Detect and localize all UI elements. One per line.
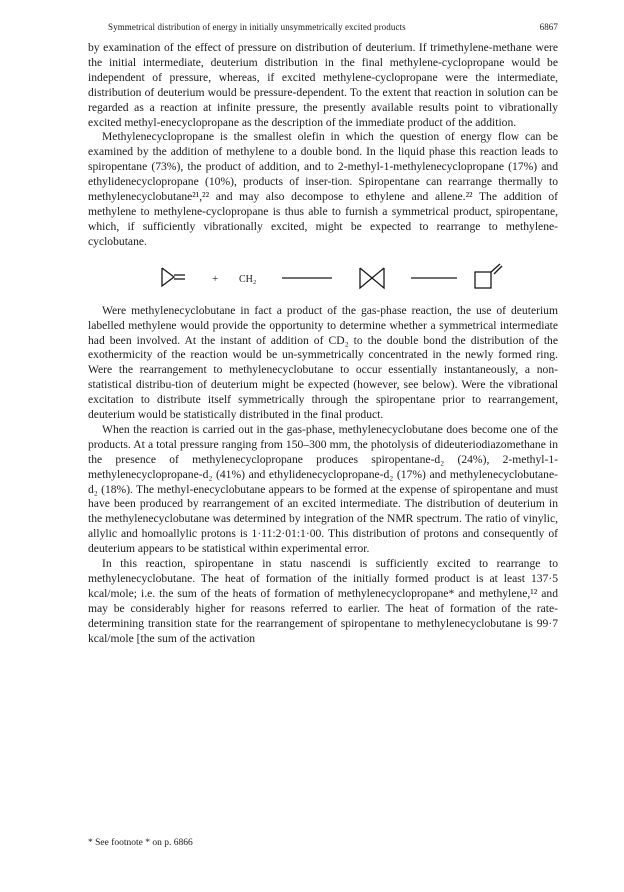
methylenecyclopropane-structure bbox=[162, 268, 185, 286]
spiropentane-structure bbox=[360, 268, 384, 288]
footnote: * See footnote * on p. 6866 bbox=[88, 838, 193, 848]
paragraph-1: by examination of the effect of pressure on distribution of deuterium. If trimethylene-methane were the initial intermediate, deuterium distribution in the final methylene-cyclopropane would be independent of pressure, whereas, if excited methylene-cyclopropane were the intermediate, distribution of deuterium would be pressure-dependent. To the extent that reaction in solution can be regarded as a reaction at infinite pressure, the presently available results point to vibrationally excited methyl-enecyclopropane as the description of the immediate product of the addition. bbox=[88, 41, 558, 129]
methylenecyclobutane-structure bbox=[475, 264, 502, 288]
paragraph-3: Were methylenecyclobutane in fact a product of the gas-phase reaction, the use of deuterium labelled methylene would provide the opportunity to determine whether a symmetrical intermediate had been involved. At the instant of addition of CD₂ to the double bond the distribution of the exothermicity of the reaction would be un-symmetrically concentrated in the newly formed ring. Were the rearrangement to methylenecyclobutane to occur essentially instantaneously, a non-statistical distribu-tion of deuterium might be expected (however, see below). Were the vibrational excitation to distribute itself symmetrically through the spiropentane prior to rearrangement, deuterium would be statistically distributed in the final product. bbox=[88, 303, 558, 422]
reaction-scheme-drawing bbox=[88, 256, 558, 300]
plus-sign: + bbox=[212, 272, 219, 285]
paragraph-5: In this reaction, spiropentane in statu nascendi is sufficiently excited to rearrange to methylenecyclobutane. The heat of formation of the initially formed product is at least 137·5 kcal/mole; i.e. the sum of the heats of formation of methylenecyclopropane* and methylene,¹² and may be considerably higher for reasons referred to earlier. The heat of formation of the rate-determining transition state for the rearrangement of spiropentane to methylenecyclobutane is 99·7 kcal/mole [the sum of the activation bbox=[88, 557, 558, 645]
reaction-scheme bbox=[88, 256, 558, 300]
paragraph-4: When the reaction is carried out in the gas-phase, methylenecyclobutane does become one of the products. At a total pressure ranging from 150–300 mm, the photolysis of dideuteriodiazomethane in the presence of methylenecyclopropane produces spiropentane-d₂ (24%), 2-methyl-1-methylenecyclopropane-d₂ (41%) and ethylidenecyclopropane-d₂ (17%) and methylenecyclobutane-d₂ (18%). The methyl-enecyclobutane appears to be formed at the expense of spiropentane and must have been produced by rearrangement of an excited intermediate. The distribution of deuterium in the methylenecyclobutane was determined by integration of the NMR spectrum. The ratio of vinylic, allylic and homoallylic protons is 1·11:2·01:1·00. This distribution of protons and consequently of deuterium appears to be statistical within experimental error. bbox=[88, 422, 558, 556]
article-body bbox=[88, 41, 558, 647]
running-header bbox=[88, 22, 558, 32]
methylene-reagent: CH₂ bbox=[239, 273, 257, 285]
page bbox=[88, 22, 558, 647]
page-number: 6867 bbox=[539, 22, 558, 32]
running-title: Symmetrical distribution of energy in initially unsymmetrically excited products bbox=[108, 22, 406, 32]
paragraph-2: Methylenecyclopropane is the smallest olefin in which the question of energy flow can be examined by the addition of methylene to a double bond. In the liquid phase this reaction leads to spiropentane (73%), the product of addition, and to 2-methyl-1-methylenecyclopropane (17%) and ethylidenecyclopropane (10%), products of inser-tion. Spiropentane can rearrange thermally to methylenecyclobutane²¹,²² and may also decompose to ethylene and allene.²² The addition of methylene to methylene-cyclopropane is thus able to furnish a symmetrical product, spiropentane, which, if sufficiently vibrationally excited, might be expected to rearrange to methylene-cyclobutane. bbox=[88, 130, 558, 248]
